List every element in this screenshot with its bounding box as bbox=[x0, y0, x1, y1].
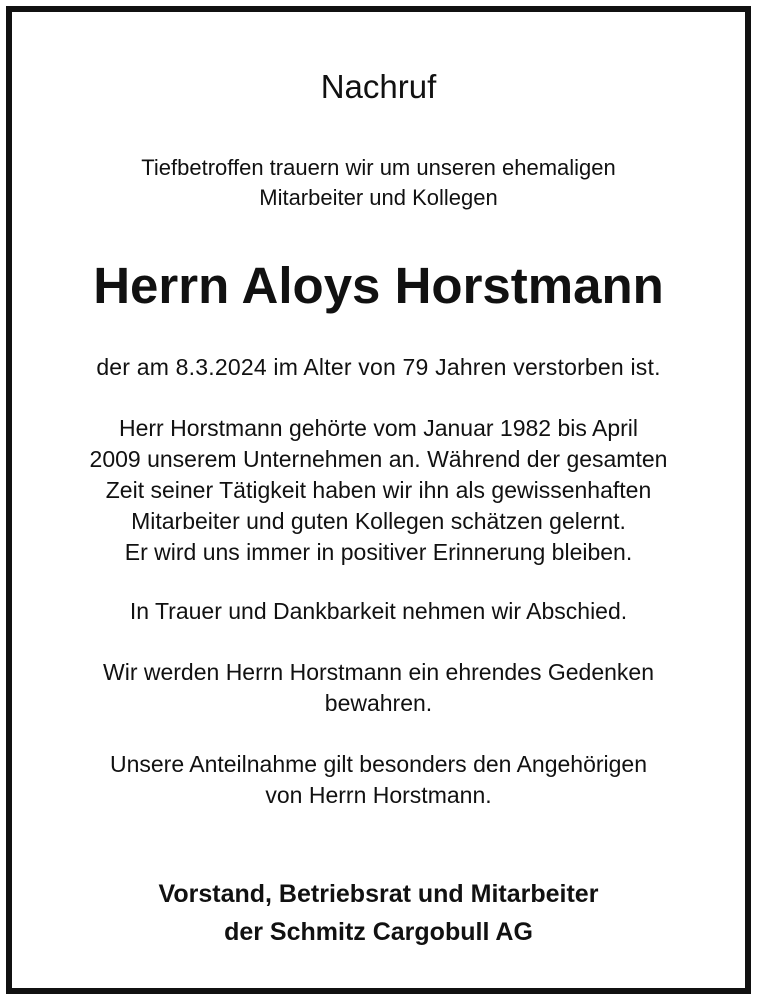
signature-line: Vorstand, Betriebsrat und Mitarbeiter bbox=[158, 880, 599, 908]
signature-block bbox=[12, 875, 745, 951]
condolence-line: von Herrn Horstmann. bbox=[265, 782, 492, 808]
memory-line: Wir werden Herrn Horstmann ein ehrendes Gedenken bbox=[103, 659, 654, 685]
tribute-paragraph bbox=[12, 413, 745, 568]
memory-line: bewahren. bbox=[324, 690, 433, 716]
intro-line: Mitarbeiter und Kollegen bbox=[259, 185, 498, 210]
condolence-paragraph bbox=[12, 749, 745, 811]
death-date-line: der am 8.3.2024 im Alter von 79 Jahren verstorben ist. bbox=[96, 354, 661, 380]
page-title: Nachruf bbox=[320, 68, 437, 105]
tribute-line: Mitarbeiter und guten Kollegen schätzen gelernt. bbox=[131, 508, 626, 534]
deceased-name: Herrn Aloys Horstmann bbox=[93, 257, 664, 314]
intro-text bbox=[12, 153, 745, 213]
tribute-line: 2009 unserem Unternehmen an. Während der gesamten bbox=[89, 446, 668, 472]
memory-paragraph bbox=[12, 657, 745, 719]
tribute-line: Zeit seiner Tätigkeit haben wir ihn als gewissenhaften bbox=[105, 477, 652, 503]
tribute-line: Er wird uns immer in positiver Erinnerung bleiben. bbox=[124, 539, 633, 565]
farewell-text: In Trauer und Dankbarkeit nehmen wir Abschied. bbox=[129, 598, 628, 624]
tribute-line: Herr Horstmann gehörte vom Januar 1982 bis April bbox=[118, 415, 639, 441]
signature-line: der Schmitz Cargobull AG bbox=[224, 918, 533, 946]
obituary-border bbox=[6, 6, 751, 994]
condolence-line: Unsere Anteilnahme gilt besonders den Angehörigen bbox=[109, 751, 648, 777]
intro-line: Tiefbetroffen trauern wir um unseren ehemaligen bbox=[141, 155, 616, 180]
